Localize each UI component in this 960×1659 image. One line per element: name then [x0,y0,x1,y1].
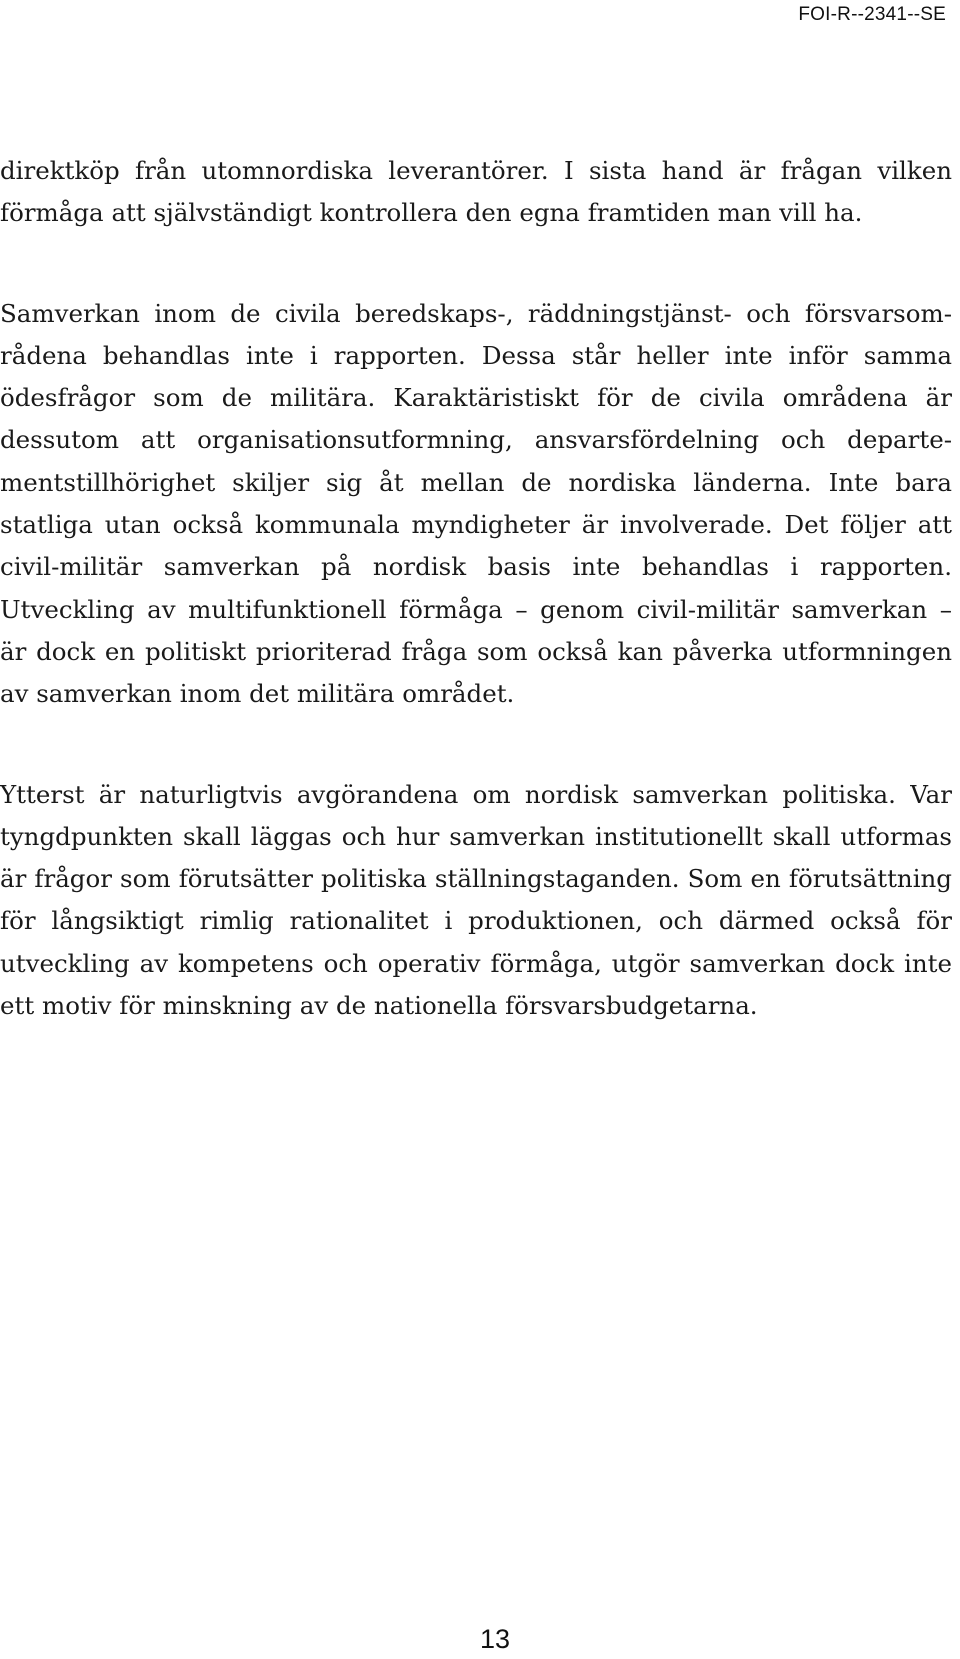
text-line: direktköp från utomnordiska leverantörer. I sista hand är frågan vilken [0,156,952,185]
paragraph [0,774,952,1028]
text-line: rådena behandlas inte i rapporten. Dessa står heller inte inför samma [0,340,952,370]
page-number: 13 [479,1624,511,1654]
paragraph [0,293,952,716]
text-line: statliga utan också kommunala myndigheter är involverade. Det följer att [0,510,952,540]
text-line: Utveckling av multifunktionell förmåga – genom civil-militär samverkan – [0,594,952,624]
text-line: Ytterst är naturligtvis avgörandena om nordisk samverkan politiska. Var [0,779,952,809]
text-line: för långsiktigt rimlig rationalitet i produktionen, och därmed också för [0,906,952,936]
text-line: civil-militär samverkan på nordisk basis inte behandlas i rapporten. [0,552,952,582]
text-line: ödesfrågor som de militära. Karaktäristiskt för de civila områdena är [0,383,952,413]
paragraph [0,150,952,235]
text-line: dessutom att organisationsutformning, ansvarsfördelning och departe- [0,425,952,455]
text-line: Samverkan inom de civila beredskaps-, räddningstjänst- och försvarsom- [0,298,952,328]
report-id: FOI-R--2341--SE [798,4,946,25]
text-line: är frågor som förutsätter politiska ställningstaganden. Som en förutsättning [0,864,952,894]
text-line: mentstillhörighet skiljer sig åt mellan de nordiska länderna. Inte bara [0,467,952,497]
text-line: tyngdpunkten skall läggas och hur samverkan institutionellt skall utformas [0,821,952,851]
text-line: ett motiv för minskning av de nationella försvarsbudgetarna. [0,991,758,1021]
text-line: av samverkan inom det militära området. [0,679,515,709]
text-line: är dock en politiskt prioriterad fråga som också kan påverka utformningen [0,636,952,666]
text-line: förmåga att självständigt kontrollera den egna framtiden man vill ha. [0,198,863,228]
body-text [0,150,952,1085]
text-line: utveckling av kompetens och operativ förmåga, utgör samverkan dock inte [0,948,952,978]
